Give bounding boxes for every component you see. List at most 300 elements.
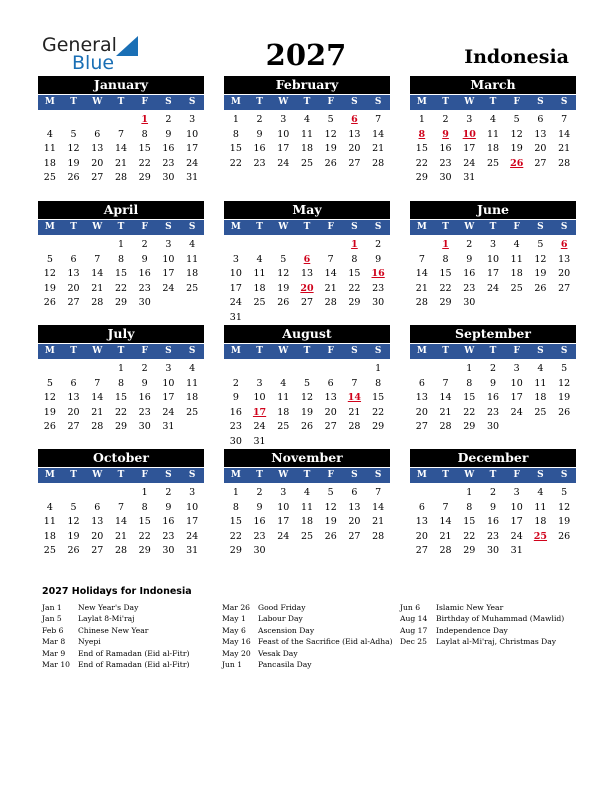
day-cell: 27 xyxy=(348,157,361,169)
day-cell: 12 xyxy=(43,392,56,404)
day-cell: 18 xyxy=(43,530,56,542)
day-cell: 22 xyxy=(463,530,476,542)
month-title: May xyxy=(224,201,390,219)
day-cell: 28 xyxy=(91,421,104,433)
day-cell: 31 xyxy=(510,545,523,557)
day-cell: 11 xyxy=(300,501,314,513)
day-cell: 2 xyxy=(232,377,239,389)
day-grid xyxy=(410,238,576,311)
holiday-day-cell: 26 xyxy=(510,157,524,169)
day-cell: 3 xyxy=(232,253,239,265)
holiday-date: Jan 5 xyxy=(42,614,62,624)
day-cell: 9 xyxy=(466,253,473,265)
day-cell: 9 xyxy=(141,377,148,389)
day-cell: 24 xyxy=(162,406,175,418)
day-cell: 27 xyxy=(91,172,104,184)
day-cell: 20 xyxy=(415,406,428,418)
day-cell: 4 xyxy=(537,487,544,498)
day-cell: 17 xyxy=(486,268,500,280)
weekday-label: F xyxy=(513,222,520,232)
day-cell: 6 xyxy=(70,377,77,389)
day-cell: 10 xyxy=(186,128,199,140)
weekday-label: S xyxy=(188,346,196,356)
day-cell: 5 xyxy=(280,253,287,265)
day-cell: 31 xyxy=(463,172,476,184)
day-cell: 7 xyxy=(351,377,358,389)
weekday-label: S xyxy=(165,470,172,480)
day-cell: 25 xyxy=(186,406,199,418)
day-cell: 8 xyxy=(117,253,125,265)
holiday-date: Aug 14 xyxy=(400,614,428,624)
day-cell: 29 xyxy=(415,172,428,184)
day-cell: 4 xyxy=(256,253,263,265)
weekday-label: F xyxy=(327,470,334,480)
day-cell: 20 xyxy=(348,143,361,155)
empty-cell xyxy=(410,362,434,377)
month-title: January xyxy=(38,76,204,94)
day-cell: 6 xyxy=(94,501,101,513)
day-cell: 12 xyxy=(558,377,571,389)
day-cell: 21 xyxy=(558,143,571,155)
weekday-label: S xyxy=(537,222,544,232)
empty-cell xyxy=(271,362,295,377)
day-cell: 3 xyxy=(189,114,196,125)
empty-cell xyxy=(62,238,86,253)
weekday-label: S xyxy=(374,222,382,232)
day-cell: 26 xyxy=(67,545,80,557)
day-cell: 26 xyxy=(534,282,547,294)
weekday-label: T xyxy=(117,222,125,232)
day-cell: 6 xyxy=(70,253,77,265)
weekday-label: M xyxy=(230,346,241,356)
day-cell: 25 xyxy=(300,157,314,169)
empty-cell xyxy=(109,486,133,501)
day-cell: 28 xyxy=(558,157,571,169)
holidays-title: 2027 Holidays for Indonesia xyxy=(42,586,192,597)
empty-cell xyxy=(85,238,109,253)
day-cell: 2 xyxy=(489,487,497,498)
weekday-label: T xyxy=(442,222,449,232)
weekday-label: T xyxy=(303,97,311,107)
empty-cell xyxy=(319,362,343,377)
day-cell: 25 xyxy=(510,282,523,294)
weekday-label: S xyxy=(537,97,544,107)
day-cell: 7 xyxy=(117,128,125,140)
month-title: April xyxy=(38,201,204,219)
weekday-label: T xyxy=(70,346,77,356)
weekday-header xyxy=(410,344,576,359)
month-title: October xyxy=(38,449,204,467)
weekday-label: F xyxy=(513,346,520,356)
holiday-row xyxy=(400,636,564,647)
day-cell: 19 xyxy=(324,143,337,155)
day-cell: 22 xyxy=(114,282,128,294)
day-cell: 14 xyxy=(91,268,104,280)
day-cell: 24 xyxy=(229,297,242,309)
day-cell: 28 xyxy=(415,297,428,309)
day-cell: 19 xyxy=(67,157,80,169)
day-cell: 8 xyxy=(466,501,473,513)
day-cell: 2 xyxy=(442,114,449,125)
month-october xyxy=(38,449,204,559)
day-cell: 7 xyxy=(442,377,449,389)
day-cell: 30 xyxy=(463,297,476,309)
weekday-label: S xyxy=(165,346,172,356)
day-cell: 19 xyxy=(277,282,290,294)
day-cell: 2 xyxy=(165,114,172,125)
day-cell: 17 xyxy=(277,143,290,155)
day-cell: 29 xyxy=(463,545,476,557)
day-cell: 21 xyxy=(439,406,452,418)
day-cell: 11 xyxy=(43,143,56,155)
day-cell: 18 xyxy=(277,406,290,418)
day-cell: 11 xyxy=(300,128,314,140)
day-cell: 16 xyxy=(253,143,266,155)
day-cell: 17 xyxy=(277,516,290,528)
day-grid xyxy=(410,113,576,186)
holiday-row xyxy=(222,625,393,636)
day-cell: 27 xyxy=(415,421,428,433)
day-cell: 20 xyxy=(558,268,571,280)
day-cell: 1 xyxy=(117,239,125,250)
day-grid xyxy=(224,238,390,326)
day-cell: 2 xyxy=(165,487,172,498)
holiday-date: Mar 10 xyxy=(42,659,71,669)
day-cell: 3 xyxy=(165,363,172,374)
day-cell: 16 xyxy=(486,516,500,528)
day-cell: 29 xyxy=(114,421,128,433)
weekday-label: W xyxy=(278,470,289,480)
day-cell: 7 xyxy=(94,253,101,265)
weekday-label: M xyxy=(416,470,427,480)
month-may xyxy=(224,201,390,326)
day-cell: 11 xyxy=(277,392,290,404)
holiday-row xyxy=(42,636,189,647)
day-cell: 18 xyxy=(300,143,314,155)
day-cell: 1 xyxy=(418,114,425,125)
day-cell: 14 xyxy=(91,392,104,404)
day-cell: 3 xyxy=(280,114,287,125)
holiday-name: Good Friday xyxy=(258,603,306,612)
day-cell: 18 xyxy=(253,282,266,294)
day-cell: 4 xyxy=(303,114,311,125)
empty-cell xyxy=(38,238,62,253)
day-cell: 12 xyxy=(324,128,337,140)
weekday-label: S xyxy=(188,470,196,480)
day-cell: 9 xyxy=(141,253,148,265)
day-cell: 23 xyxy=(253,530,266,542)
empty-cell xyxy=(343,362,367,377)
weekday-label: M xyxy=(416,97,427,107)
weekday-label: S xyxy=(351,470,358,480)
weekday-label: M xyxy=(416,346,427,356)
day-cell: 3 xyxy=(466,114,473,125)
day-cell: 6 xyxy=(94,128,101,140)
day-cell: 13 xyxy=(415,516,428,528)
day-cell: 25 xyxy=(486,157,500,169)
empty-cell xyxy=(85,486,109,501)
weekday-label: T xyxy=(489,97,497,107)
day-cell: 6 xyxy=(327,377,334,389)
day-cell: 6 xyxy=(351,487,358,498)
month-title: February xyxy=(224,76,390,94)
holiday-date: Mar 8 xyxy=(42,637,66,647)
empty-cell xyxy=(85,113,109,128)
weekday-label: M xyxy=(44,470,55,480)
empty-cell xyxy=(295,238,319,253)
day-cell: 14 xyxy=(439,392,452,404)
weekday-label: M xyxy=(44,97,55,107)
day-cell: 13 xyxy=(91,143,104,155)
day-cell: 28 xyxy=(114,545,128,557)
day-cell: 4 xyxy=(189,363,196,374)
empty-cell xyxy=(434,362,458,377)
day-cell: 14 xyxy=(415,268,428,280)
day-cell: 25 xyxy=(534,406,547,418)
day-cell: 28 xyxy=(372,157,385,169)
day-cell: 10 xyxy=(229,268,242,280)
holiday-row xyxy=(222,659,393,670)
weekday-label: W xyxy=(92,97,103,107)
day-cell: 4 xyxy=(280,377,287,389)
weekday-label: F xyxy=(327,346,334,356)
day-cell: 10 xyxy=(510,377,523,389)
day-cell: 19 xyxy=(324,516,337,528)
day-cell: 18 xyxy=(186,268,199,280)
weekday-label: S xyxy=(560,97,568,107)
day-cell: 26 xyxy=(300,421,314,433)
day-cell: 5 xyxy=(46,253,53,265)
day-cell: 14 xyxy=(114,143,128,155)
weekday-header xyxy=(38,344,204,359)
day-cell: 10 xyxy=(253,392,266,404)
day-cell: 18 xyxy=(534,392,547,404)
day-cell: 11 xyxy=(486,128,500,140)
weekday-label: W xyxy=(464,97,475,107)
day-cell: 11 xyxy=(534,501,547,513)
day-cell: 31 xyxy=(253,435,266,447)
month-july xyxy=(38,325,204,435)
day-cell: 3 xyxy=(256,377,263,389)
day-cell: 26 xyxy=(43,297,56,309)
weekday-label: F xyxy=(141,222,148,232)
day-cell: 7 xyxy=(418,253,425,265)
day-cell: 17 xyxy=(463,143,476,155)
month-august xyxy=(224,325,390,450)
weekday-label: T xyxy=(117,470,125,480)
empty-cell xyxy=(434,486,458,501)
day-cell: 15 xyxy=(114,392,128,404)
weekday-label: M xyxy=(44,222,55,232)
day-cell: 4 xyxy=(46,501,53,513)
holiday-date: Mar 9 xyxy=(42,648,66,658)
day-cell: 5 xyxy=(537,239,544,250)
day-cell: 21 xyxy=(348,406,361,418)
day-cell: 10 xyxy=(162,253,175,265)
day-cell: 11 xyxy=(253,268,266,280)
day-cell: 24 xyxy=(253,421,266,433)
day-cell: 27 xyxy=(324,421,337,433)
day-cell: 25 xyxy=(186,282,199,294)
day-cell: 23 xyxy=(486,406,500,418)
weekday-label: T xyxy=(303,222,311,232)
day-cell: 18 xyxy=(486,143,500,155)
day-grid xyxy=(410,486,576,559)
weekday-header xyxy=(224,220,390,235)
day-cell: 25 xyxy=(43,172,56,184)
weekday-label: T xyxy=(117,346,125,356)
day-cell: 15 xyxy=(114,268,128,280)
day-cell: 22 xyxy=(439,282,452,294)
day-cell: 14 xyxy=(324,268,337,280)
day-cell: 26 xyxy=(67,172,80,184)
month-title: November xyxy=(224,449,390,467)
weekday-header xyxy=(410,95,576,110)
day-cell: 23 xyxy=(229,421,242,433)
holiday-name: Pancasila Day xyxy=(258,659,312,669)
day-cell: 14 xyxy=(558,128,571,140)
day-cell: 13 xyxy=(91,516,104,528)
weekday-label: W xyxy=(278,97,289,107)
day-cell: 1 xyxy=(466,487,473,498)
holiday-row xyxy=(400,602,564,613)
day-cell: 1 xyxy=(466,363,473,374)
weekday-label: S xyxy=(188,222,196,232)
holiday-row xyxy=(222,648,393,659)
holiday-day-cell: 25 xyxy=(533,530,548,542)
weekday-label: F xyxy=(513,97,520,107)
holiday-column xyxy=(400,602,564,648)
month-title: June xyxy=(410,201,576,219)
holiday-date: May 20 xyxy=(222,648,251,658)
holiday-column xyxy=(222,602,393,670)
day-cell: 4 xyxy=(189,239,196,250)
day-cell: 27 xyxy=(91,545,104,557)
holiday-name: Ascension Day xyxy=(258,625,315,635)
day-cell: 21 xyxy=(415,282,428,294)
weekday-header xyxy=(38,468,204,483)
weekday-label: S xyxy=(188,97,196,107)
day-cell: 20 xyxy=(534,143,547,155)
month-june xyxy=(410,201,576,311)
day-cell: 17 xyxy=(162,392,175,404)
holiday-name: Islamic New Year xyxy=(436,603,504,612)
day-cell: 30 xyxy=(439,172,452,184)
empty-cell xyxy=(224,362,248,377)
weekday-label: T xyxy=(442,346,449,356)
holiday-row xyxy=(400,613,564,624)
weekday-label: T xyxy=(256,470,263,480)
holiday-row xyxy=(42,648,189,659)
day-cell: 19 xyxy=(300,406,314,418)
day-cell: 24 xyxy=(162,282,175,294)
weekday-label: T xyxy=(117,97,125,107)
day-cell: 27 xyxy=(348,530,361,542)
month-title: March xyxy=(410,76,576,94)
month-title: August xyxy=(224,325,390,343)
holiday-day-cell: 8 xyxy=(418,128,426,140)
weekday-label: S xyxy=(374,346,382,356)
day-cell: 10 xyxy=(162,377,175,389)
holiday-name: Feast of the Sacrifice (Eid al-Adha) xyxy=(258,637,393,647)
day-cell: 23 xyxy=(463,282,476,294)
weekday-label: S xyxy=(560,470,568,480)
day-cell: 13 xyxy=(67,392,80,404)
day-cell: 19 xyxy=(67,530,80,542)
day-cell: 17 xyxy=(162,268,175,280)
day-grid xyxy=(38,113,204,186)
day-cell: 8 xyxy=(141,501,148,513)
weekday-label: F xyxy=(327,222,334,232)
day-cell: 20 xyxy=(67,406,80,418)
day-cell: 16 xyxy=(162,516,175,528)
day-cell: 17 xyxy=(510,516,523,528)
day-cell: 22 xyxy=(229,157,242,169)
holiday-row xyxy=(42,659,189,670)
day-cell: 22 xyxy=(138,530,151,542)
weekday-label: M xyxy=(230,222,241,232)
weekday-label: S xyxy=(374,470,382,480)
holiday-row xyxy=(42,613,189,624)
day-cell: 12 xyxy=(558,501,571,513)
day-cell: 29 xyxy=(138,545,151,557)
holiday-date: May 6 xyxy=(222,625,246,635)
day-cell: 2 xyxy=(256,114,263,125)
day-cell: 1 xyxy=(232,487,239,498)
day-cell: 31 xyxy=(186,545,199,557)
day-cell: 6 xyxy=(418,377,425,389)
holiday-name: New Year's Day xyxy=(78,603,139,612)
day-grid xyxy=(38,362,204,435)
weekday-label: T xyxy=(70,97,77,107)
holiday-day-cell: 9 xyxy=(442,128,449,140)
day-cell: 5 xyxy=(561,363,568,374)
holiday-date: Mar 26 xyxy=(222,603,251,612)
day-cell: 30 xyxy=(486,421,500,433)
weekday-header xyxy=(410,468,576,483)
holiday-day-cell: 14 xyxy=(347,392,362,404)
month-title: July xyxy=(38,325,204,343)
day-cell: 3 xyxy=(513,487,520,498)
weekday-label: T xyxy=(70,222,77,232)
empty-cell xyxy=(319,238,343,253)
day-cell: 24 xyxy=(186,157,199,169)
weekday-label: S xyxy=(351,346,358,356)
month-march xyxy=(410,76,576,186)
day-cell: 19 xyxy=(510,143,523,155)
empty-cell xyxy=(271,238,295,253)
empty-cell xyxy=(62,486,86,501)
day-cell: 9 xyxy=(165,128,172,140)
day-cell: 1 xyxy=(117,363,125,374)
month-december xyxy=(410,449,576,559)
day-cell: 2 xyxy=(256,487,263,498)
weekday-label: W xyxy=(92,222,103,232)
day-cell: 12 xyxy=(277,268,290,280)
day-grid xyxy=(224,486,390,559)
day-cell: 28 xyxy=(439,421,452,433)
day-cell: 17 xyxy=(186,143,199,155)
day-cell: 29 xyxy=(348,297,361,309)
holiday-date: Jun 6 xyxy=(400,603,421,612)
day-cell: 11 xyxy=(534,377,547,389)
day-cell: 20 xyxy=(348,516,361,528)
holiday-name: Independence Day xyxy=(436,625,508,635)
day-cell: 21 xyxy=(91,406,104,418)
day-cell: 21 xyxy=(372,143,385,155)
day-cell: 18 xyxy=(300,516,314,528)
holiday-day-cell: 10 xyxy=(462,128,476,140)
